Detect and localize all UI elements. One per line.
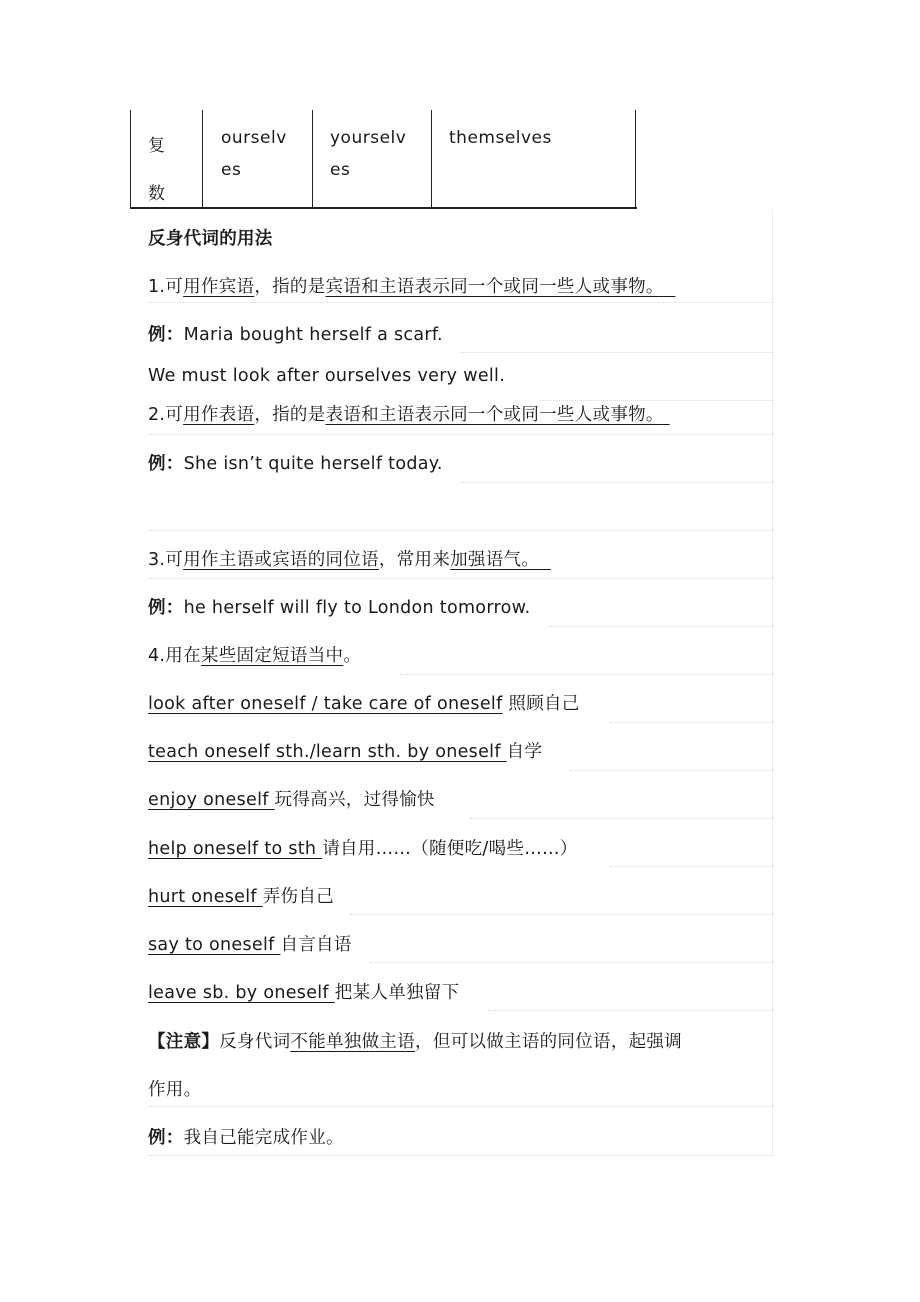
example-1: 例：Maria bought herself a scarf. [148,325,443,345]
dotted-guide [610,722,772,723]
usage-1: 1.可用作宾语，指的是宾语和主语表示同一个或同一些人或事物。 [148,277,664,297]
dotted-guide [548,626,772,627]
phrase-item: enjoy oneself 玩得高兴，过得愉快 [148,790,435,810]
dotted-guide [148,302,772,303]
dotted-guide [610,866,772,867]
dotted-guide [470,818,772,819]
dotted-guide [148,434,772,435]
usage-4: 4.用在某些固定短语当中。 [148,646,362,666]
example-3: 例：he herself will fly to London tomorrow. [148,598,531,618]
note-line-2: 作用。 [148,1080,202,1100]
section-heading: 反身代词的用法 [148,229,273,249]
phrase-item: look after oneself / take care of oneself 照顾自己 [148,694,580,714]
reflexive-pronoun-table [130,110,636,208]
table-border [130,207,637,209]
phrase-item: hurt oneself 弄伤自己 [148,887,334,907]
usage-3: 3.可用作主语或宾语的同位语，常用来加强语气。 [148,550,540,570]
table-border [312,110,313,208]
row-label-plural: 复 数 [148,136,166,204]
phrase-item: say to oneself 自言自语 [148,935,352,955]
phrase-item: help oneself to sth 请自用……（随便吃/喝些……） [148,839,578,859]
example-2: 例：She isn’t quite herself today. [148,454,443,474]
dotted-guide [570,770,772,771]
dotted-guide [148,530,772,531]
table-border [202,110,203,208]
dotted-guide [488,1010,772,1011]
cell-themselves: themselves [449,128,552,148]
dotted-guide [370,962,772,963]
dotted-guide [772,210,773,1155]
table-border [130,110,131,208]
dotted-guide [148,578,772,579]
dotted-guide [400,674,772,675]
phrase-item: teach oneself sth./learn sth. by oneself 自学 [148,742,543,762]
note-example: 例：我自己能完成作业。 [148,1128,344,1148]
note-line: 【注意】反身代词不能单独做主语，但可以做主语的同位语，起强调 [148,1032,683,1052]
cell-ourselves: ourselv es [221,128,287,180]
dotted-guide [350,914,772,915]
table-border [431,110,432,208]
dotted-guide [148,1155,772,1156]
dotted-guide [460,352,772,353]
usage-2: 2.可用作表语，指的是表语和主语表示同一个或同一些人或事物。 [148,405,664,425]
phrase-item: leave sb. by oneself 把某人单独留下 [148,983,460,1003]
cell-yourselves: yourselv es [330,128,407,180]
table-border [635,110,636,208]
dotted-guide [148,1106,772,1107]
example-1b: We must look after ourselves very well. [148,366,506,386]
dotted-guide [460,482,772,483]
